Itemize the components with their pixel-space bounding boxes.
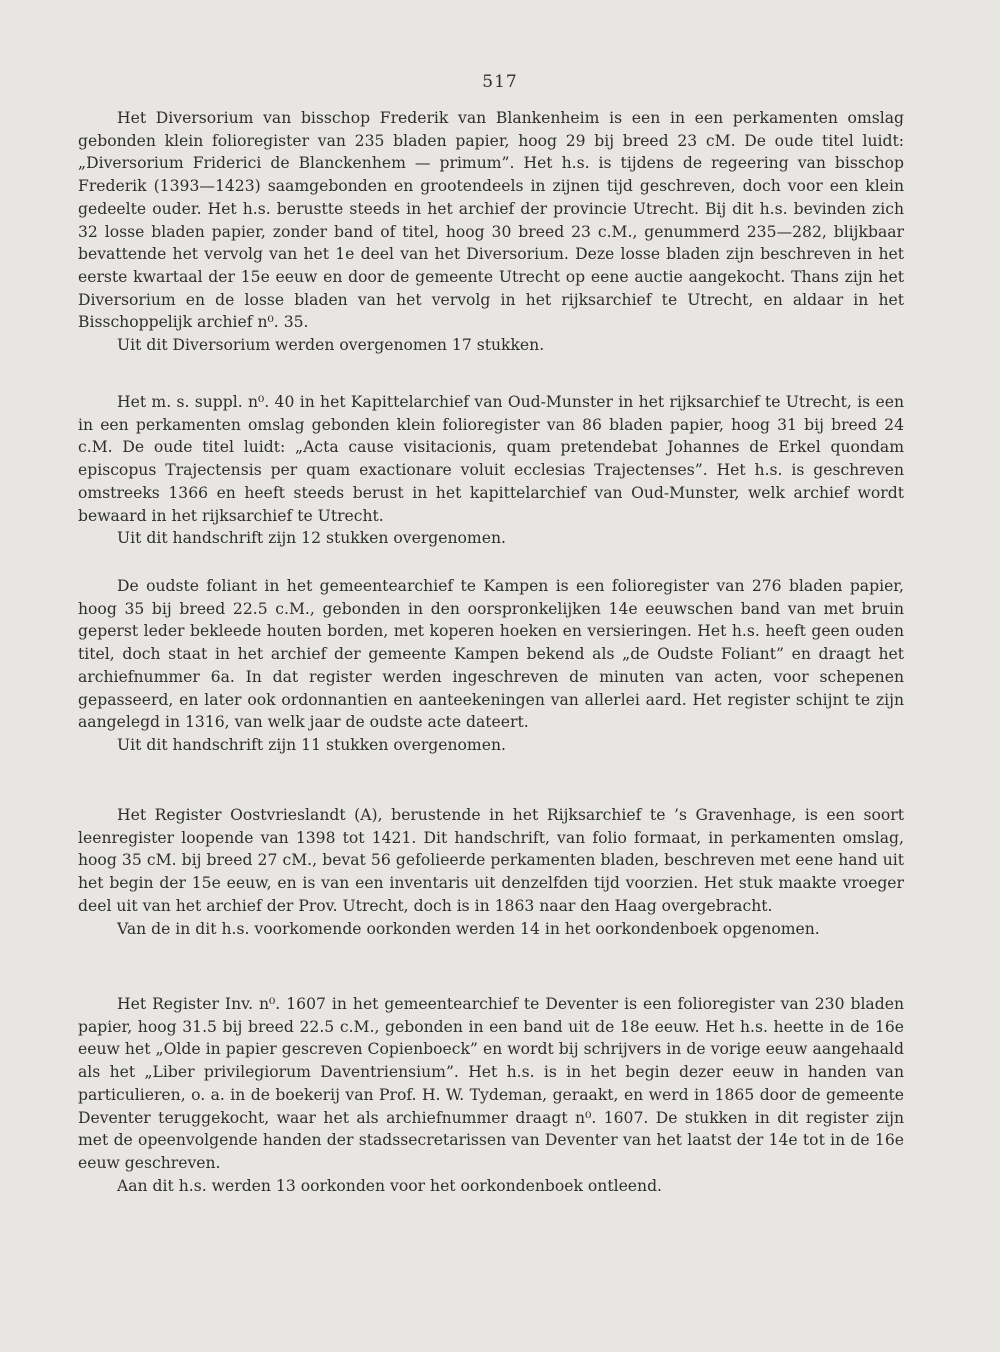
section-deventer <box>78 993 904 1197</box>
paragraph-body: Het Register Oostvrieslandt (A), berustende in het Rijksarchief te ’s Gravenhage, is een soort leenregister loopende van 1398 tot 1421. Dit handschrift, van folio formaat, in perkamenten omslag, hoog 35 cM. bij breed 27 cM., bevat 56 gefolieerde perkamenten bladen, beschreven met eene hand uit het begin der 15e eeuw, en is van een inventaris uit denzelfden tijd voorzien. Het stuk maakte vroeger deel uit van het archief der Prov. Utrecht, doch is in 1863 naar den Haag overgebracht. <box>78 806 904 915</box>
paragraph-summary: Uit dit handschrift zijn 12 stukken overgenomen. <box>117 529 506 548</box>
paragraph-body: Het m. s. suppl. n⁰. 40 in het Kapittelarchief van Oud-Munster in het rijksarchief te Utrecht, is een in een perkamenten omslag gebonden klein folioregister van 86 bladen papier, hoog 31 bij breed 24 c.M. De oude titel luidt: „Acta cause visitacionis, quam pretendebat Johannes de Erkel quondam episcopus Trajectensis per quam exactionare voluit ecclesias Trajectenses”. Het h.s. is geschreven omstreeks 1366 en heeft steeds berust in het kapittelarchief van Oud-Munster, welk archief wordt bewaard in het rijksarchief te Utrecht. <box>78 393 904 525</box>
paragraph-body: De oudste foliant in het gemeentearchief te Kampen is een folioregister van 276 bladen papier, hoog 35 bij breed 22.5 c.M., gebonden in den oorspronkelijken 14e eeuwschen band van met bruin geperst leder bekleede houten borden, met koperen hoeken en versieringen. Het h.s. heeft geen ouden titel, doch staat in het archief der gemeente Kampen bekend als „de Oudste Foliant” en draagt het archiefnummer 6a. In dat register werden ingeschreven de minuten van acten, voor schepenen gepasseerd, en later ook ordonnantien en aanteekeningen van allerlei aard. Het register schijnt te zijn aangelegd in 1316, van welk jaar de oudste acte dateert. <box>78 577 904 732</box>
paragraph-summary: Uit dit Diversorium werden overgenomen 17 stukken. <box>117 336 545 355</box>
section-kampen <box>78 575 904 757</box>
paragraph-summary: Uit dit handschrift zijn 11 stukken overgenomen. <box>117 735 506 754</box>
paragraph-body: Het Register Inv. n⁰. 1607 in het gemeentearchief te Deventer is een folioregister van 230 bladen papier, hoog 31.5 bij breed 22.5 c.M., gebonden in een band uit de 18e eeuw. Het h.s. heette in de 16e eeuw het „Olde in papier gescreven Copienboeck” en wordt bij schrijvers in de vorige eeuw aangehaald als het „Liber privilegiorum Daventriensium”. Het h.s. is in het begin dezer eeuw in handen van particulieren, o. a. in de boekerij van Prof. H. W. Tydeman, geraakt, en werd in 1865 door de gemeente Deventer teruggekocht, waar het als archiefnummer draagt n⁰. 1607. De stukken in dit register zijn met de opeenvolgende handen der stadssecretarissen van Deventer van het laatst der 14e tot in de 16e eeuw geschreven. <box>78 995 904 1172</box>
section-diversorium <box>78 107 904 357</box>
page-number: 517 <box>482 72 518 92</box>
paragraph-summary: Aan dit h.s. werden 13 oorkonden voor het oorkondenboek ontleend. <box>117 1176 663 1195</box>
paragraph-body: Het Diversorium van bisschop Frederik van Blankenheim is een in een perkamenten omslag gebonden klein folioregister van 235 bladen papier, hoog 29 bij breed 23 cM. De oude titel luidt: „Diversorium Friderici de Blanckenhem — primum”. Het h.s. is tijdens de regeering van bisschop Frederik (1393—1423) saamgebonden en grootendeels in zijnen tijd geschreven, doch voor een klein gedeelte ouder. Het h.s. berustte steeds in het archief der provincie Utrecht. Bij dit h.s. bevinden zich 32 losse bladen papier, zonder band of titel, hoog 30 breed 23 c.M., genummerd 235—282, blijkbaar bevattende het vervolg van het 1e deel van het Diversorium. Deze losse bladen zijn beschreven in het eerste kwartaal der 15e eeuw en door de gemeente Utrecht op eene auctie aangekocht. Thans zijn het Diversorium en de losse bladen van het vervolg in het rijksarchief te Utrecht, en aldaar in het Bisschoppelijk archief n⁰. 35. <box>78 109 904 332</box>
paragraph-summary: Van de in dit h.s. voorkomende oorkonden werden 14 in het oorkondenboek opgenomen. <box>117 919 820 938</box>
section-oud-munster <box>78 391 904 550</box>
section-oostvrieslandt <box>78 804 904 940</box>
